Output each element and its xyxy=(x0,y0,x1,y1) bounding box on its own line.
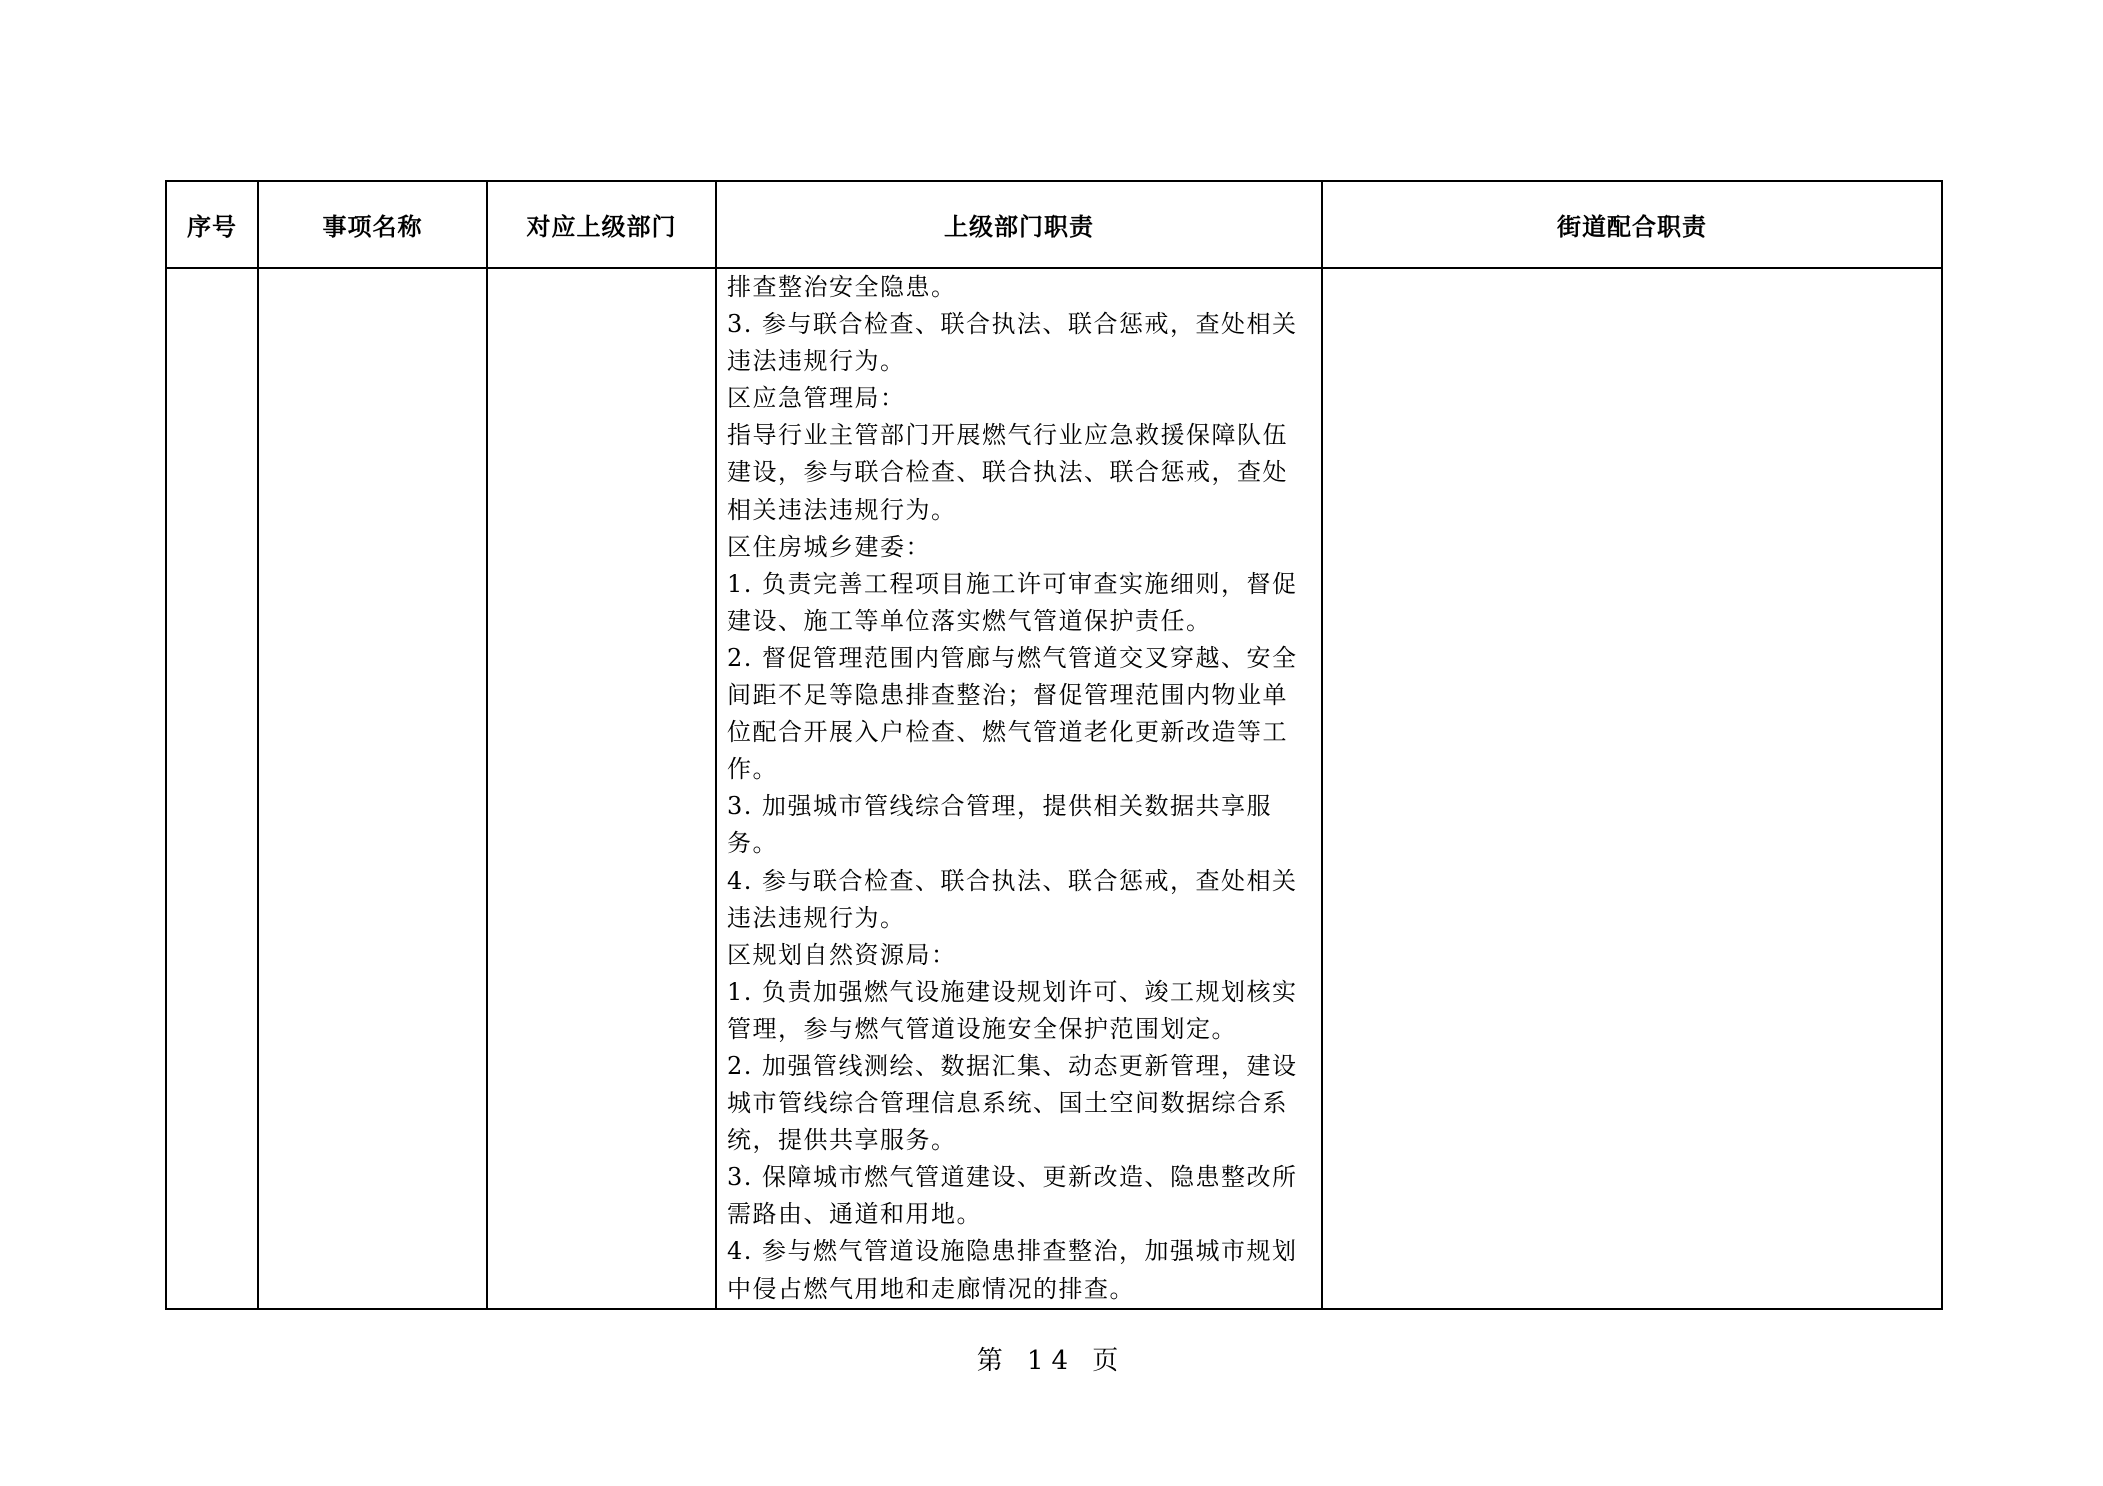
duty-line: 排查整治安全隐患。 xyxy=(727,273,957,301)
duty-line: 务。 xyxy=(727,829,778,858)
table-body xyxy=(166,268,1942,1309)
duty-line: 中侵占燃气用地和走廊情况的排查。 xyxy=(727,1274,1135,1303)
duty-line: 2. 加强管线测绘、数据汇集、动态更新管理，建设 xyxy=(727,1051,1298,1080)
duty-line: 相关违法违规行为。 xyxy=(727,495,957,524)
header-dept-duty: 上级部门职责 xyxy=(716,181,1322,268)
duty-line: 3. 加强城市管线综合管理，提供相关数据共享服 xyxy=(727,792,1273,821)
duty-line: 作。 xyxy=(727,755,778,784)
table-header xyxy=(166,181,1942,268)
header-item-name: 事项名称 xyxy=(258,181,487,268)
header-street-duty: 街道配合职责 xyxy=(1322,181,1942,268)
table-row xyxy=(166,268,1942,1309)
duty-line: 建设、施工等单位落实燃气管道保护责任。 xyxy=(727,606,1212,635)
header-row xyxy=(166,181,1942,268)
duty-line: 1. 负责完善工程项目施工许可审查实施细则，督促 xyxy=(727,569,1298,598)
duty-line: 4. 参与联合检查、联合执法、联合惩戒，查处相关 xyxy=(727,866,1298,895)
header-seq: 序号 xyxy=(166,181,258,268)
cell-dept-duty xyxy=(716,268,1322,1309)
responsibility-table xyxy=(165,180,1943,1310)
cell-dept xyxy=(487,268,716,1309)
cell-item-name xyxy=(258,268,487,1309)
duty-line: 区应急管理局： xyxy=(727,384,906,413)
duty-line: 城市管线综合管理信息系统、国土空间数据综合系 xyxy=(727,1089,1288,1118)
cell-seq xyxy=(166,268,258,1309)
duty-line: 区规划自然资源局： xyxy=(727,940,957,969)
dept-duty-text xyxy=(727,269,1313,1308)
duty-line: 建设，参与联合检查、联合执法、联合惩戒，查处 xyxy=(727,458,1288,487)
duty-line: 2. 督促管理范围内管廊与燃气管道交叉穿越、安全 xyxy=(727,643,1298,672)
duty-line: 违法违规行为。 xyxy=(727,347,906,376)
duty-line: 3. 保障城市燃气管道建设、更新改造、隐患整改所 xyxy=(727,1163,1298,1192)
duty-line: 违法违规行为。 xyxy=(727,903,906,932)
duty-line: 需路由、通道和用地。 xyxy=(727,1200,982,1229)
duty-line: 4. 参与燃气管道设施隐患排查整治，加强城市规划 xyxy=(727,1237,1298,1266)
duty-line: 间距不足等隐患排查整治；督促管理范围内物业单 xyxy=(727,681,1288,710)
cell-street-duty xyxy=(1322,268,1942,1309)
duty-line: 管理，参与燃气管道设施安全保护范围划定。 xyxy=(727,1014,1237,1043)
duty-line: 区住房城乡建委： xyxy=(727,532,931,561)
duty-line: 统，提供共享服务。 xyxy=(727,1126,957,1155)
duty-line: 1. 负责加强燃气设施建设规划许可、竣工规划核实 xyxy=(727,977,1298,1006)
header-dept: 对应上级部门 xyxy=(487,181,716,268)
duty-line: 3. 参与联合检查、联合执法、联合惩戒，查处相关 xyxy=(727,310,1298,339)
duty-line: 位配合开展入户检查、燃气管道老化更新改造等工 xyxy=(727,718,1288,747)
duty-line: 指导行业主管部门开展燃气行业应急救援保障队伍 xyxy=(727,421,1288,450)
page-number: 第 14 页 xyxy=(976,1346,1127,1376)
